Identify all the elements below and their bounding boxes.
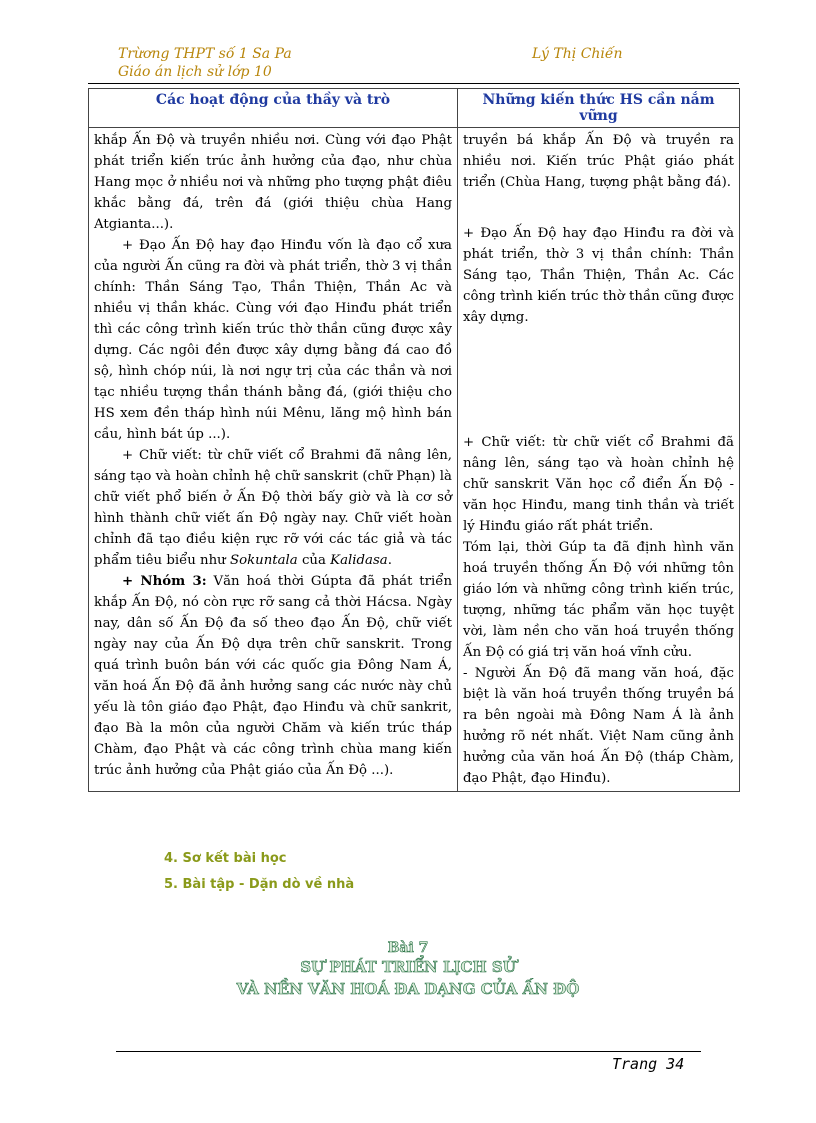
lesson-number: Bài 7 <box>387 940 429 956</box>
activity-paragraph <box>94 445 452 571</box>
table-header-row <box>89 89 740 128</box>
author-name: Kalidasa <box>330 553 388 568</box>
activity-paragraph: khắp Ấn Độ và truyền nhiều nơi. Cùng với đạo Phật phát triển kiến trúc ảnh hưởng của đạo, như chùa Hang mọc ở nhiều nơi và những pho tượng phật điêu khắc bằng đá, trên đá (giới thiệu chùa Hang Atgianta...). <box>94 133 452 232</box>
teacher-name: Lý Thị Chiến <box>532 46 623 62</box>
column-header-knowledge: Những kiến thức HS cần nắm vững <box>458 89 740 128</box>
spacer <box>463 193 734 223</box>
group-label: + Nhóm 3: <box>122 574 207 589</box>
subject-title: Giáo án lịch sử lớp 10 <box>118 64 272 80</box>
header-divider <box>88 83 739 84</box>
knowledge-paragraph: - Người Ấn Độ đã mang văn hoá, đặc biệt là văn hoá truyền thống truyền bá ra bên ngoài mà Đông Nam Á là ảnh hưởng rõ nét nhất. Việt Nam cũng ảnh hưởng của văn hoá Ấn Độ (tháp Chàm, đạo Phật, đạo Hinđu). <box>463 666 734 786</box>
lesson-table <box>88 88 740 792</box>
lesson-title-line1: SỰ PHÁT TRIỂN LỊCH SỬ <box>300 958 516 976</box>
spacer <box>463 366 734 388</box>
spacer <box>463 328 734 366</box>
activity-paragraph: + Đạo Ấn Độ hay đạo Hinđu vốn là đạo cổ xưa của người Ấn cũng ra đời và phát triển, thờ 3 vị thần chính: Thần Sáng Tạo, Thần Thiện, Thần Ac và nhiều vị thần khác. Cùng với đạo Hinđu phát triển thì các công trình kiến trúc thờ thần cũng được xây dựng. Các ngôi đền được xây dựng bằng đá cao đồ sộ, hình chóp núi, là nơi ngự trị của các thần và nơi tạc nhiều tượng thần thánh bằng đá, (giới thiệu cho HS xem đền tháp hình núi Mênu, lăng mộ hình bán cầu, hình bát úp ...). <box>94 238 452 442</box>
table-row <box>89 128 740 792</box>
knowledge-paragraph: + Đạo Ấn Độ hay đạo Hinđu ra đời và phát triển, thờ 3 vị thần chính: Thần Sáng tạo, Thần Thiện, Thần Ac. Các công trình kiến trúc thờ thần cũng được xây dựng. <box>463 226 734 325</box>
knowledge-paragraph: + Chữ viết: từ chữ viết cổ Brahmi đã nâng lên, sáng tạo và hoàn chỉnh hệ chữ sanskrit Văn học cổ điển Ấn Độ - văn học Hinđu, mang tinh thần và triết lý Hinđu giáo rất phát triển. <box>463 435 734 534</box>
activity-text: của <box>297 553 331 568</box>
footer-divider <box>116 1051 701 1052</box>
knowledge-paragraph: Tóm lại, thời Gúp ta đã định hình văn hoá truyền thống Ấn Độ với những tôn giáo lớn và những công trình kiến trúc, tượng, những tác phẩm văn học tuyệt vời, làm nền cho văn hoá truyền thống Ấn Độ có giá trị văn hoá vĩnh cửu. <box>463 540 734 660</box>
section-homework-heading: 5. Bài tập - Dặn dò về nhà <box>164 877 355 892</box>
knowledge-cell <box>458 128 740 792</box>
activity-text: . <box>387 553 392 568</box>
page-number: Trang 34 <box>612 1055 685 1073</box>
activity-paragraph <box>94 571 452 781</box>
column-header-activities: Các hoạt động của thầy và trò <box>89 89 458 128</box>
spacer <box>463 388 734 410</box>
activity-text: + Chữ viết: từ chữ viết cổ Brahmi đã nâng lên, sáng tạo và hoàn chỉnh hệ chữ sanskrit (chữ Phạn) là chữ viết phổ biến ở Ấn Độ thời bấy giờ và là cơ sở hình thành chữ viết ấn Độ ngày nay. Chữ viết hoàn chỉnh đã tạo điều kiện rực rỡ với các tác giả và tác phẩm tiêu biểu như <box>94 448 452 568</box>
school-name: Trừơng THPT số 1 Sa Pa <box>118 46 292 62</box>
lesson-title-line2: VÀ NỀN VĂN HOÁ ĐA DẠNG CỦA ẤN ĐỘ <box>236 980 580 998</box>
work-title: Sokuntala <box>229 553 298 568</box>
knowledge-paragraph: truyền bá khắp Ấn Độ và truyền ra nhiều nơi. Kiến trúc Phật giáo phát triển (Chùa Hang, tượng phật bằng đá). <box>463 133 734 190</box>
activity-text: Văn hoá thời Gúpta đã phát triển khắp Ấn Độ, nó còn rực rỡ sang cả thời Hácsa. Ngày nay, dân số Ấn Độ đa số theo đạo Ấn Độ, chữ viết ngày nay của Ấn Độ dựa trên chữ sanskrit. Trong quá trình buôn bán với các quốc gia Đông Nam Á, văn hoá Ấn Độ đã ảnh hưởng sang các nước này chủ yếu là tôn giáo đạo Phật, đạo Hinđu và chữ sankrit, đạo Bà la môn của người Chăm và kiến trúc tháp Chàm, đạo Phật và các công trình chùa mang kiến trúc ảnh hưởng của Phật giáo của Ấn Độ ...). <box>94 574 453 778</box>
section-summary-heading: 4. Sơ kết bài học <box>164 851 287 866</box>
activities-cell <box>89 128 458 792</box>
spacer <box>463 410 734 432</box>
